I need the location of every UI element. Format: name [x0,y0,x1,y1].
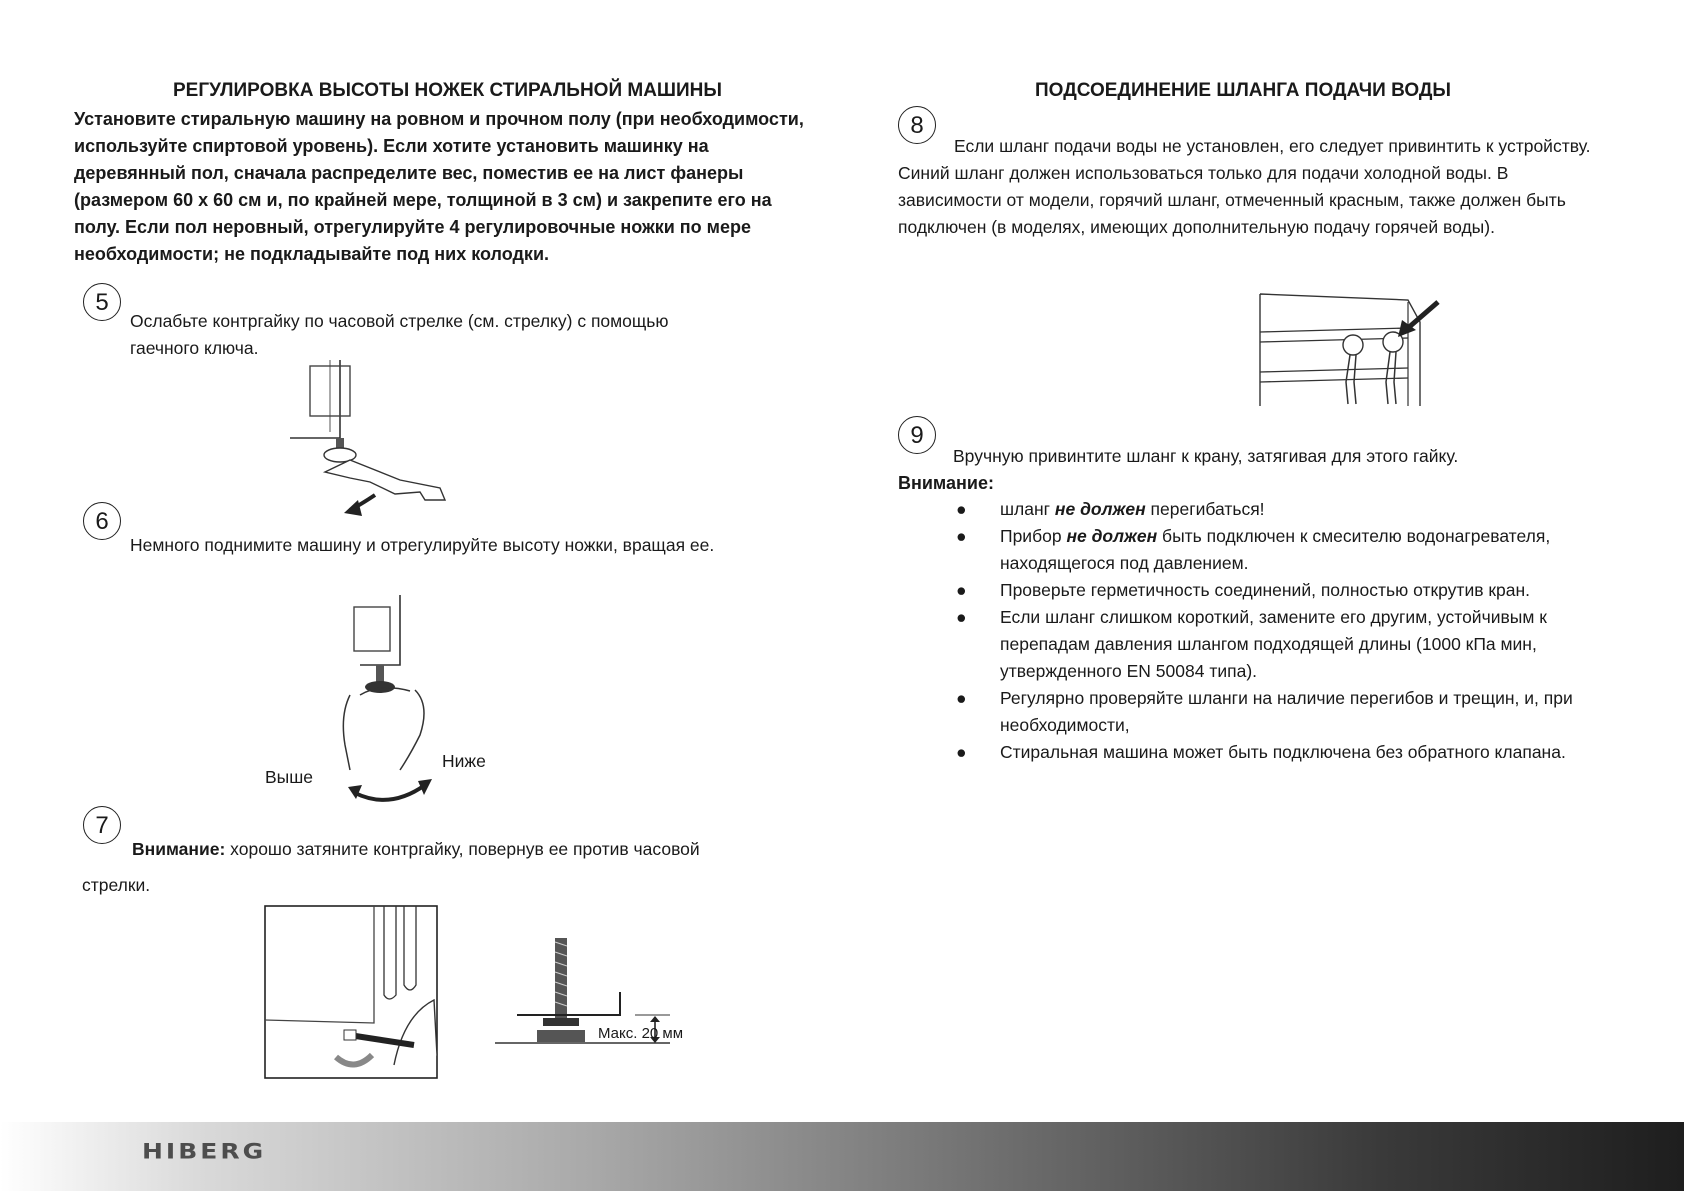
lock-nut [543,1018,579,1026]
bullet-dot-icon: ● [956,742,967,762]
brand-logo: HIBERG [142,1139,267,1164]
foot-screw [376,665,384,683]
step-8-line: зависимости от модели, горячий шланг, отмеченный красным, также должен быть [898,190,1566,210]
intro-line: полу. Если пол неровный, отрегулируйте 4 регулировочные ножки по мере [74,217,751,237]
bullet-dot-icon: ● [956,607,967,627]
hose-connection-illustration [1258,292,1448,410]
intro-line: (размером 60 x 60 см и, по крайней мере, толщиной в 3 см) и закрепите его на [74,190,772,210]
step-8-line: подключен (в моделях, имеющих дополнительную подачу горячей воды). [898,217,1495,237]
step-7-attention: Внимание: [132,839,226,859]
label-higher: Выше [265,767,314,787]
intro-line: Установите стиральную машину на ровном и прочном полу (при необходимости, [74,109,804,129]
hand-outline [343,690,424,770]
step-8-line: Синий шланг должен использоваться только для подачи холодной воды. В [898,163,1509,183]
right-section-title: ПОДСОЕДИНЕНИЕ ШЛАНГА ПОДАЧИ ВОДЫ [1035,80,1451,101]
intro-line: необходимости; не подкладывайте под них колодки. [74,244,550,264]
machine-corner-outline [290,360,340,438]
bullet-dot-icon: ● [956,688,967,708]
rotation-arrow-head [344,500,362,516]
label-lower: Ниже [442,751,486,771]
bullet-dot-icon: ● [956,580,967,600]
attention-label: Внимание: [898,473,994,493]
attention-list [942,496,1662,766]
pointer-arrow-shaft [1408,302,1438,328]
machine-bottom-plate [517,992,620,1015]
wrench-loosen-illustration [280,360,460,520]
list-item: ● шланг не должен перегибаться! [942,496,1662,523]
list-item: ● Проверьте герметичность соединений, полностью открутив кран. [942,577,1662,604]
tighten-nut-illustration [264,905,439,1080]
foot-threaded-bolt [555,938,567,1018]
double-arrow-shaft [355,785,425,800]
step-number-9: 9 [898,416,936,454]
left-intro-paragraph [74,106,854,268]
bullet-dot-icon: ● [956,499,967,519]
inlet-valve-left [1343,335,1363,355]
intro-line: деревянный пол, сначала распределите вес, поместив ее на лист фанеры [74,163,744,183]
foot-height-diagram [495,930,685,1080]
step-5-line: гаечного ключа. [130,338,259,358]
step-number-7: 7 [83,806,121,844]
lock-nut [344,1030,356,1040]
step-9-text: Вручную привинтите шланг к крану, затягивая для этого гайку. [953,446,1459,466]
step-7-text [132,836,832,863]
bullet-dot-icon: ● [956,526,967,546]
dimension-label: Макс. 20 мм [598,1025,684,1042]
spanner-wrench [325,460,445,500]
list-item: ● Прибор не должен быть подключен к смесителю водонагревателя, находящегося под давлением. [942,523,1662,577]
step-7-body: хорошо затяните контргайку, повернув ее против часовой [225,839,700,859]
step-number-5: 5 [83,283,121,321]
step-6-text: Немного поднимите машину и отрегулируйте высоту ножки, вращая ее. [130,535,715,555]
step-8-first-line: Если шланг подачи воды не установлен, его следует привинтить к устройству. [954,136,1591,156]
hand-adjust-illustration [320,595,470,815]
foot-pad [537,1030,585,1042]
intro-line: используйте спиртовой уровень). Если хотите установить машинку на [74,136,709,156]
left-section-title: РЕГУЛИРОВКА ВЫСОТЫ НОЖЕК СТИРАЛЬНОЙ МАШИНЫ [172,80,723,101]
step-5-line: Ослабьте контргайку по часовой стрелке (см. стрелку) с помощью [130,311,669,331]
machine-panel-outline [354,607,390,651]
step-7-text-continued: стрелки. [82,875,151,895]
step-5-text [130,308,780,362]
step-number-6: 6 [83,502,121,540]
machine-corner-outline [360,595,400,665]
step-8-paragraph [898,160,1638,241]
list-item: ● Регулярно проверяйте шланги на наличие перегибов и трещин, и, при необходимости, [942,685,1662,739]
list-item: ● Если шланг слишком короткий, замените его другим, устойчивым к перепадам давления шлангом подходящей длины (1000 кПа мин, утвержденного EN 50084 типа). [942,604,1662,685]
list-item: ● Стиральная машина может быть подключена без обратного клапана. [942,739,1662,766]
step-number-8: 8 [898,106,936,144]
